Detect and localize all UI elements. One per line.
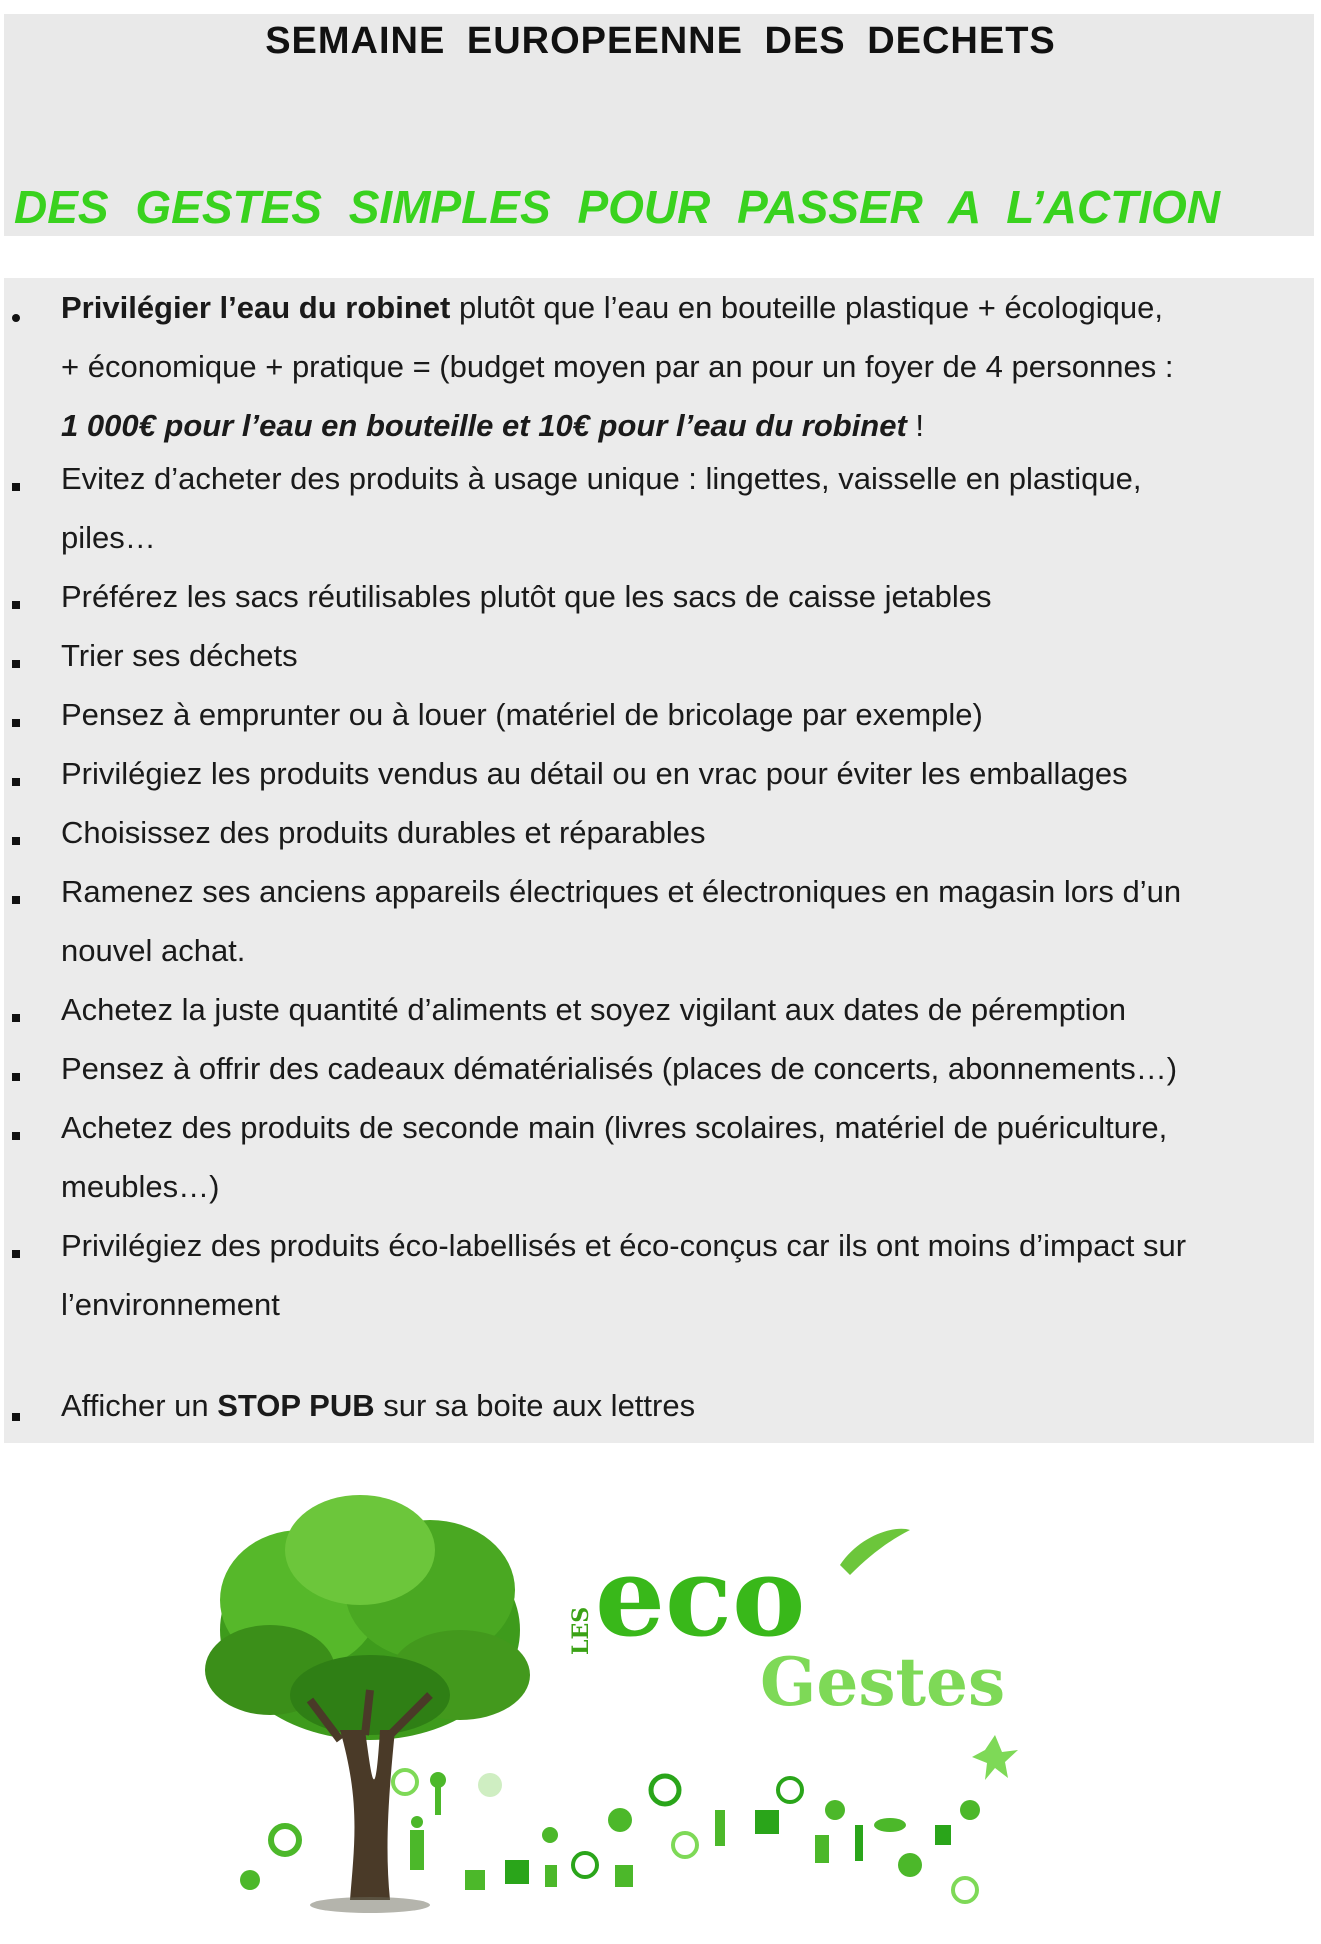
- intro-line3-end: !: [906, 408, 925, 443]
- logo-les: LES: [568, 1606, 594, 1655]
- person-icon: [410, 1830, 424, 1870]
- list-item-line: Pensez à offrir des cadeaux dématérialisés (places de concerts, abonnements…): [61, 1051, 1178, 1086]
- leaf-icon: [874, 1818, 906, 1832]
- globe-icon: [778, 1778, 802, 1802]
- list-item-line: Achetez des produits de seconde main (livres scolaires, matériel de puériculture,: [61, 1110, 1168, 1145]
- list-item-line: l’environnement: [61, 1287, 280, 1322]
- intro-highlight: 1 000€ pour l’eau en bouteille et 10€ pour l’eau du robinet: [61, 408, 907, 443]
- recycle-icon: [651, 1776, 679, 1804]
- intro-line2: + économique + pratique = (budget moyen par an pour un foyer de 4 personnes :: [61, 349, 1174, 384]
- list-item-line: nouvel achat.: [61, 933, 246, 968]
- house-icon: [755, 1810, 779, 1834]
- list-item-text: [61, 567, 1306, 626]
- stop-pub-before: Afficher un: [61, 1388, 218, 1423]
- list-item-text: [61, 1039, 1306, 1098]
- list-item-text: [61, 685, 1306, 744]
- person-icon: [715, 1810, 725, 1846]
- bullet-icon: [12, 1057, 20, 1088]
- bullet-icon: [12, 1397, 20, 1428]
- list-item-text: [61, 626, 1306, 685]
- battery-icon: [855, 1825, 863, 1861]
- recycle-icon: [271, 1826, 299, 1854]
- plant-icon: [825, 1800, 845, 1820]
- list-item-text: [61, 1216, 1306, 1334]
- list-item-text: [61, 862, 1306, 980]
- eco-gestes-illustration: [190, 1480, 1090, 1920]
- bullet-icon: [12, 585, 20, 616]
- list-item-text: [61, 1098, 1306, 1216]
- leaf-icon: [840, 1529, 910, 1575]
- bottle-icon: [545, 1865, 557, 1887]
- house-icon: [465, 1870, 485, 1890]
- star-icon: [972, 1735, 1018, 1780]
- stop-pub-after: sur sa boite aux lettres: [374, 1388, 696, 1423]
- list-item-line: Pensez à emprunter ou à louer (matériel de bricolage par exemple): [61, 697, 983, 732]
- bullet-icon: [12, 762, 20, 793]
- list-item-line: meubles…): [61, 1169, 220, 1204]
- bullet-icon: [12, 467, 20, 498]
- drop-icon: [960, 1800, 980, 1820]
- bullet-icon: [12, 821, 20, 852]
- logo-eco: eco: [595, 1532, 806, 1661]
- leaf-icon: [542, 1827, 558, 1843]
- bullet-icon: [12, 1234, 20, 1265]
- stop-pub-bold: STOP PUB: [217, 1388, 375, 1423]
- page-subtitle: DES GESTES SIMPLES POUR PASSER A L’ACTION: [14, 181, 1221, 233]
- list-item-text: [61, 449, 1306, 567]
- bulb-icon: [393, 1770, 417, 1794]
- logo-gestes: Gestes: [760, 1643, 1006, 1721]
- tap-icon: [935, 1825, 951, 1845]
- bullet-icon: [12, 1116, 20, 1147]
- page-title: SEMAINE EUROPEENNE DES DECHETS: [265, 20, 1056, 62]
- list-item-line: Evitez d’acheter des produits à usage unique : lingettes, vaisselle en plastique,: [61, 461, 1142, 496]
- bullet-icon: [12, 880, 20, 911]
- person-icon: [411, 1816, 423, 1828]
- recycle-icon: [240, 1870, 260, 1890]
- tips-list: [4, 278, 1314, 1443]
- list-item-text: [61, 803, 1306, 862]
- list-item-line: piles…: [61, 520, 156, 555]
- bullet-icon: [12, 998, 20, 1029]
- tree-icon: [205, 1495, 530, 1913]
- bullet-icon: [12, 703, 20, 734]
- list-item-line: Privilégiez des produits éco-labellisés et éco-conçus car ils ont moins d’impact sur: [61, 1228, 1187, 1263]
- list-item-line: Choisissez des produits durables et réparables: [61, 815, 706, 850]
- list-item-line: Achetez la juste quantité d’aliments et soyez vigilant aux dates de péremption: [61, 992, 1126, 1027]
- intro-line1: plutôt que l’eau en bouteille plastique + écologique,: [450, 290, 1164, 325]
- list-item-line: Préférez les sacs réutilisables plutôt que les sacs de caisse jetables: [61, 579, 992, 614]
- plant-icon: [435, 1785, 441, 1815]
- plant-icon: [430, 1772, 446, 1788]
- list-item-line: Trier ses déchets: [61, 638, 298, 673]
- bulb-icon: [673, 1833, 697, 1857]
- washer-icon: [505, 1860, 529, 1884]
- list-item-line: Ramenez ses anciens appareils électriques et électroniques en magasin lors d’un: [61, 874, 1182, 909]
- bullet-icon: [12, 644, 20, 675]
- intro-bold-lead: Privilégier l’eau du robinet: [61, 290, 451, 325]
- bulb-icon: [953, 1878, 977, 1902]
- list-item-text: [61, 278, 1306, 455]
- list-item-line: Privilégiez les produits vendus au détail ou en vrac pour éviter les emballages: [61, 756, 1128, 791]
- cloud-icon: [478, 1773, 502, 1797]
- bullet-icon: [12, 298, 20, 329]
- plant-icon: [608, 1808, 632, 1832]
- plant-icon: [898, 1853, 922, 1877]
- list-item-text: [61, 980, 1306, 1039]
- bin-icon: [615, 1865, 633, 1887]
- hand-icon: [815, 1835, 829, 1863]
- recycle-icon: [573, 1853, 597, 1877]
- list-item-text: [61, 1376, 1306, 1435]
- list-item-text: [61, 744, 1306, 803]
